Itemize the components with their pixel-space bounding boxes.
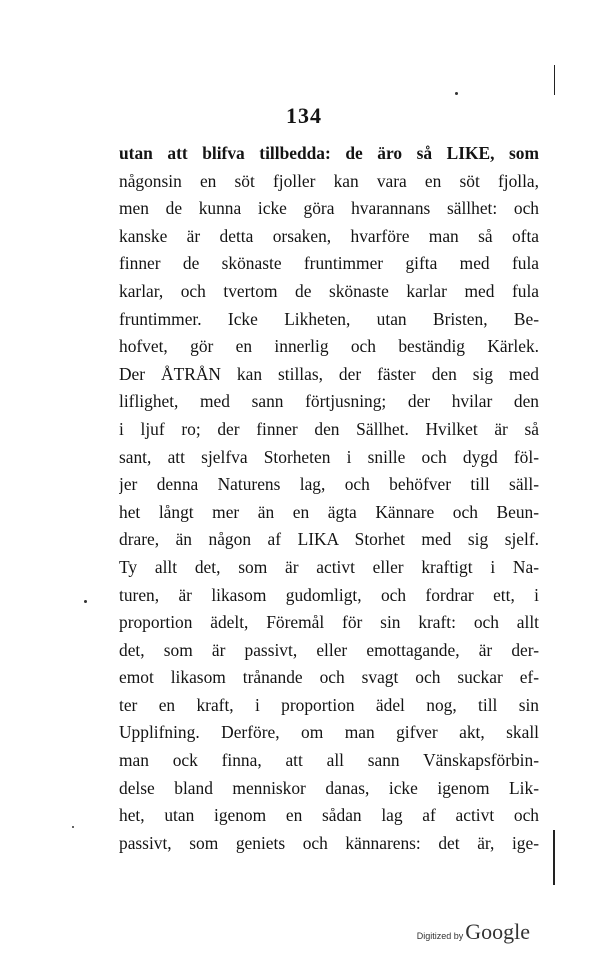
text-line: kanske är detta orsaken, hvarföre man så ofta [119, 225, 539, 246]
text-line: Upplifning. Derföre, om man gifver akt, skall [119, 722, 539, 743]
text-line: sant, att sjelfva Storheten i snille och dygd föl- [119, 446, 539, 467]
text-line: karlar, och tvertom de skönaste karlar med fula [119, 280, 539, 301]
text-line: het, utan igenom en sådan lag af activt och [119, 805, 539, 826]
text-line: passivt, som geniets och kännarens: det är, ige- [119, 832, 539, 853]
text-line: man ock finna, att all sann Vänskapsförbin- [119, 750, 539, 771]
text-line: finner de skönaste fruntimmer gifta med fula [119, 253, 539, 274]
google-digitized-watermark [417, 919, 530, 945]
text-line: drare, än någon af LIKA Storhet med sig sjelf. [119, 529, 539, 550]
scan-edge-mark-bottom [553, 830, 555, 885]
page-number: 134 [286, 103, 322, 128]
page-text-block [119, 140, 539, 857]
text-line: i ljuf ro; der finner den Sällhet. Hvilket är så [119, 418, 539, 439]
text-line: turen, är likasom gudomligt, och fordrar ett, i [119, 584, 539, 605]
text-line: Der ÅTRÅN kan stillas, der fäster den sig med [119, 363, 539, 384]
text-line: Ty allt det, som är activt eller kraftigt i Na- [119, 556, 539, 577]
text-line: delse bland menniskor danas, icke igenom Lik- [119, 777, 539, 798]
text-line: het långt mer än en ägta Kännare och Beun- [119, 501, 539, 522]
ink-speck [455, 92, 458, 95]
text-line: det, som är passivt, eller emottagande, är der- [119, 639, 539, 660]
ink-speck [72, 826, 74, 828]
scan-edge-mark-top [554, 65, 556, 95]
text-line: proportion ädelt, Föremål för sin kraft: och allt [119, 612, 539, 633]
text-line: jer denna Naturens lag, och behöfver till säll- [119, 474, 539, 495]
text-line: men de kunna icke göra hvarannans sällhet: och [119, 198, 539, 219]
text-line: hofvet, gör en innerlig och beständig Kärlek. [119, 336, 539, 357]
text-line: någonsin en söt fjoller kan vara en söt fjolla, [119, 170, 539, 191]
ink-speck [84, 600, 87, 603]
text-line: utan att blifva tillbedda: de äro så LIKE, som [119, 143, 539, 163]
text-line: emot likasom trånande och svagt och suckar ef- [119, 667, 539, 688]
text-line: fruntimmer. Icke Likheten, utan Bristen, Be- [119, 308, 539, 329]
google-logo: Google [465, 919, 530, 944]
digitized-by-label: Digitized by [416, 931, 464, 941]
text-line: liflighet, med sann förtjusning; der hvilar den [119, 391, 539, 412]
text-line: ter en kraft, i proportion ädel nog, till sin [119, 694, 539, 715]
